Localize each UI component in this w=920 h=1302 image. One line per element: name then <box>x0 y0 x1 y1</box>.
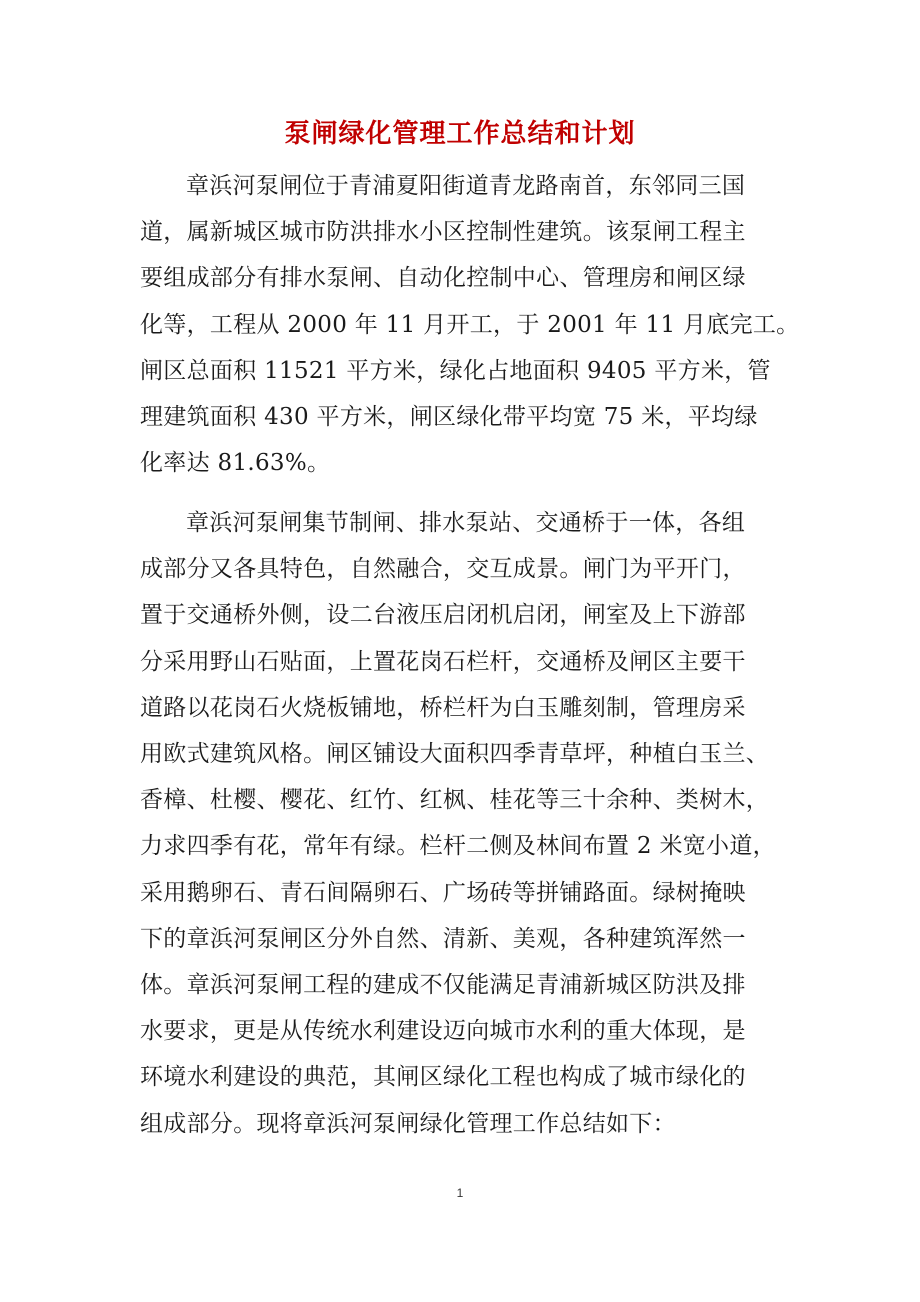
paragraph-line: 体。章浜河泵闸工程的建成不仅能满足青浦新城区防洪及排 <box>140 972 746 999</box>
paragraph-line: 章浜河泵闸集节制闸、排水泵站、交通桥于一体，各组 <box>186 510 746 536</box>
paragraph-line: 道路以花岗石火烧板铺地，桥栏杆为白玉雕刻制，管理房采 <box>140 694 746 721</box>
paragraph-line: 水要求，更是从传统水利建设迈向城市水利的重大体现，是 <box>140 1018 746 1045</box>
paragraph-1 <box>140 163 800 486</box>
paragraph-line: 组成部分。现将章浜河泵闸绿化管理工作总结如下： <box>140 1110 676 1137</box>
paragraph-line: 用欧式建筑风格。闸区铺设大面积四季青草坪，种植白玉兰、 <box>140 741 770 768</box>
paragraph-line: 要组成部分有排水泵闸、自动化控制中心、管理房和闸区绿 <box>140 265 746 292</box>
paragraph-line: 下的章浜河泵闸区分外自然、清新、美观，各种建筑浑然一 <box>140 925 746 952</box>
page-number: 1 <box>456 1186 464 1200</box>
paragraph-line: 分采用野山石贴面，上置花岗石栏杆，交通桥及闸区主要干 <box>140 648 746 675</box>
paragraph-line: 成部分又各具特色，自然融合，交互成景。闸门为平开门， <box>140 556 746 583</box>
paragraph-line: 环境水利建设的典范，其闸区绿化工程也构成了城市绿化的 <box>140 1064 746 1091</box>
paragraph-line: 力求四季有花，常年有绿。栏杆二侧及林间布置 2 米宽小道， <box>140 833 776 860</box>
paragraph-line: 采用鹅卵石、青石间隔卵石、广场砖等拼铺路面。绿树掩映 <box>140 879 746 906</box>
paragraph-line: 化率达 81.63%。 <box>140 450 331 477</box>
paragraph-line: 置于交通桥外侧，设二台液压启闭机启闭，闸室及上下游部 <box>140 602 746 629</box>
document-title: 泵闸绿化管理工作总结和计划 <box>284 119 636 149</box>
paragraph-line: 理建筑面积 430 平方米，闸区绿化带平均宽 75 米，平均绿 <box>140 404 758 431</box>
paragraph-line: 章浜河泵闸位于青浦夏阳街道青龙路南首，东邻同三国 <box>186 173 746 199</box>
paragraph-line: 化等，工程从 2000 年 11 月开工，于 2001 年 11 月底完工。 <box>140 311 800 338</box>
paragraph-2 <box>140 500 780 1147</box>
paragraph-line: 闸区总面积 11521 平方米，绿化占地面积 9405 平方米，管 <box>140 357 771 384</box>
paragraph-line: 香樟、杜樱、樱花、红竹、红枫、桂花等三十余种、类树木， <box>140 787 770 814</box>
paragraph-line: 道，属新城区城市防洪排水小区控制性建筑。该泵闸工程主 <box>140 219 746 246</box>
